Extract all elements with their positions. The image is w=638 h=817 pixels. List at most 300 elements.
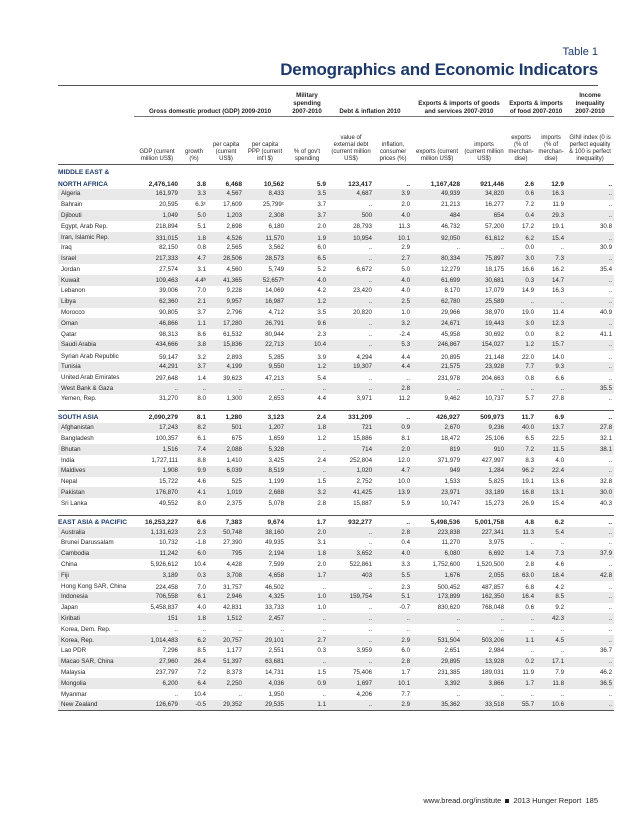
table-cell: 10,747 — [441, 499, 461, 507]
country-name: Jordan — [61, 265, 80, 273]
table-cell: 24,671 — [412, 318, 462, 329]
table-cell: 19.0 — [521, 309, 535, 317]
table-cell: .. — [566, 232, 614, 243]
table-row — [58, 667, 614, 678]
table-cell: 1,752,600 — [432, 560, 461, 568]
table-cell: .. — [368, 584, 373, 592]
table-cell: 371,979 — [437, 456, 461, 464]
table-cell: 27,390 — [223, 539, 242, 547]
table-cell: 2,565 — [226, 244, 242, 252]
table-cell: 5.9 — [401, 499, 411, 507]
region-value: .. — [406, 180, 411, 188]
table-cell: 2,893 — [226, 353, 242, 361]
table-cell: 14.9 — [521, 287, 535, 295]
table-cell: 9.9 — [180, 466, 208, 477]
table-cell: 159,754 — [328, 592, 374, 603]
table-cell: 52,657ᵇ — [244, 275, 286, 286]
table-cell: 34,820 — [462, 189, 506, 200]
table-row — [58, 498, 614, 509]
table-cell: .. — [328, 700, 374, 711]
region-name: SOUTH ASIA — [58, 411, 134, 423]
table-cell: 39,006 — [159, 287, 178, 295]
table-cell: .. — [456, 625, 461, 633]
table-cell: 714 — [328, 444, 374, 455]
table-cell: 162,350 — [462, 592, 506, 603]
table-cell: 6.8 — [525, 584, 535, 592]
table-cell: 1,284 — [462, 466, 506, 477]
table-body — [58, 165, 614, 711]
table-cell: 90,805 — [159, 309, 178, 317]
table-cell: 721 — [328, 423, 374, 434]
table-cell: 25,589 — [462, 297, 506, 308]
country-name: Sri Lanka — [61, 499, 88, 507]
table-cell: 16.4 — [506, 592, 536, 603]
table-cell: 19,307 — [328, 362, 374, 373]
table-row — [58, 254, 614, 265]
region-name: EAST ASIA & PACIFIC — [58, 515, 134, 527]
table-cell: 2,688 — [244, 487, 286, 498]
table-cell: 0.8 — [525, 375, 535, 383]
table-cell: 2,984 — [488, 647, 505, 655]
table-cell: 40.9 — [599, 309, 613, 317]
table-cell: 6,200 — [134, 678, 180, 689]
table-cell: 910 — [462, 444, 506, 455]
table-cell: 7,296 — [162, 647, 178, 655]
table-row — [58, 689, 614, 700]
table-cell: 0.4 — [506, 210, 536, 221]
table-cell: 2.1 — [180, 297, 208, 308]
country-name: New Zealand — [58, 700, 134, 711]
table-cell: .. — [412, 613, 462, 624]
table-cell: 8,170 — [444, 287, 461, 295]
table-cell: 2.0 — [401, 201, 411, 209]
column-header: imports (% of merchan- dise) — [536, 117, 566, 165]
table-cell: .. — [608, 353, 613, 361]
table-row — [58, 210, 614, 221]
table-cell: 29,352 — [208, 700, 244, 711]
table-cell: 2,698 — [226, 222, 242, 230]
table-cell: .. — [560, 690, 565, 698]
table-cell: 795 — [208, 549, 244, 560]
table-cell: 1,207 — [244, 423, 286, 434]
table-cell: 2,796 — [226, 309, 242, 317]
table-cell: 4.0 — [286, 275, 328, 286]
table-row — [58, 286, 614, 297]
table-cell: 41,365 — [208, 275, 244, 286]
table-cell: .. — [328, 657, 374, 668]
table-cell: 26.9 — [521, 499, 535, 507]
region-value: .. — [374, 411, 412, 423]
table-cell: 10.1 — [374, 678, 412, 689]
table-cell: 5,825 — [488, 478, 505, 486]
region-value: 4.8 — [506, 515, 536, 527]
table-cell: 30.9 — [599, 244, 613, 252]
table-cell: 98,313 — [159, 330, 178, 338]
table-cell: -2.4 — [399, 330, 411, 338]
table-cell: .. — [566, 254, 614, 265]
table-cell: 26.4 — [180, 657, 208, 668]
table-cell: .. — [328, 297, 374, 308]
table-cell: 10.4 — [193, 560, 206, 568]
table-cell: .. — [322, 584, 327, 592]
column-group-header: Debt & inflation 2010 — [328, 92, 412, 117]
table-cell: 47,213 — [265, 375, 285, 383]
table-cell: 18,175 — [485, 265, 505, 273]
region-value: 7,383 — [208, 515, 244, 527]
table-row — [58, 700, 614, 711]
table-cell: 5.5 — [374, 570, 412, 581]
region-total-row — [58, 411, 614, 423]
table-cell: 2.8 — [525, 560, 535, 568]
region-value: 2,476,140 — [148, 180, 178, 188]
region-value: .. — [608, 180, 613, 188]
table-cell: 2,250 — [208, 678, 244, 689]
table-cell: 61,699 — [412, 275, 462, 286]
table-cell: 20,595 — [159, 201, 178, 209]
table-cell: 14,731 — [265, 668, 285, 676]
table-cell: 27,960 — [134, 657, 180, 668]
table-cell: 41,425 — [328, 487, 374, 498]
indicators-table — [58, 92, 614, 711]
table-cell: 5.0 — [401, 265, 411, 273]
table-row — [58, 559, 614, 570]
table-cell: 12,279 — [441, 265, 461, 273]
table-cell: 7.3 — [536, 254, 566, 265]
table-cell: 830,620 — [437, 604, 461, 612]
table-cell: .. — [328, 254, 374, 265]
table-cell: 46.2 — [599, 668, 613, 676]
table-cell: 37.9 — [566, 549, 614, 560]
table-cell: 1.7 — [401, 668, 411, 676]
table-cell: 5,285 — [268, 353, 285, 361]
table-cell: 3,562 — [268, 244, 285, 252]
region-value: 1.7 — [286, 515, 328, 527]
table-cell: .. — [328, 340, 374, 351]
table-cell: 3.8 — [180, 340, 208, 351]
table-cell: 3.2 — [374, 318, 412, 329]
table-cell: .. — [608, 375, 613, 383]
table-cell: 63,681 — [244, 657, 286, 668]
table-cell: 2,752 — [356, 478, 373, 486]
table-cell: 4,428 — [226, 560, 242, 568]
table-cell: 1.0 — [317, 604, 327, 612]
table-row — [58, 394, 614, 405]
country-name: Kiribati — [58, 613, 134, 624]
table-cell: .. — [500, 244, 505, 252]
table-cell: 7.9 — [555, 668, 565, 676]
table-cell: 7.0 — [197, 584, 206, 592]
table-cell: 2,653 — [268, 395, 285, 403]
table-cell: 7.2 — [525, 201, 535, 209]
table-cell: 22.4 — [536, 466, 566, 477]
column-group-header: Gross domestic product (GDP) 2009-2010 — [134, 92, 286, 117]
region-value: 6.6 — [180, 515, 208, 527]
table-cell: 44,291 — [134, 362, 180, 373]
table-cell: 18,472 — [441, 435, 461, 442]
table-row — [58, 570, 614, 581]
table-cell: 1,014,483 — [134, 635, 180, 646]
table-row — [58, 318, 614, 329]
country-name: Libya — [58, 297, 134, 308]
table-cell: 27.8 — [551, 395, 565, 403]
table-cell: 9.3 — [536, 362, 566, 373]
table-cell: 0.6 — [525, 604, 535, 612]
table-cell: 434,666 — [134, 340, 180, 351]
table-cell: 525 — [231, 478, 242, 486]
country-name: Bahrain — [61, 201, 83, 209]
table-cell: 6.1 — [197, 435, 206, 442]
table-cell: 82,150 — [159, 244, 178, 252]
table-cell: 6.5 — [525, 435, 535, 442]
table-cell: 2.8 — [374, 657, 412, 668]
table-cell: 4.0 — [401, 287, 411, 295]
table-cell: .. — [566, 527, 614, 538]
column-header: exports (% of merchan- dise) — [506, 117, 536, 165]
table-cell: 8.5 — [197, 647, 206, 655]
table-cell: 6.1 — [180, 592, 208, 603]
table-cell: 501 — [208, 423, 244, 434]
table-cell: 2,088 — [208, 444, 244, 455]
table-cell: 0.6 — [506, 189, 536, 200]
column-header: inflation, consumer prices (%) — [374, 117, 412, 165]
table-cell: 252,804 — [349, 456, 373, 464]
table-cell: 7.3 — [536, 549, 566, 560]
table-cell: 80,334 — [412, 254, 462, 265]
table-cell: 4.6 — [555, 560, 565, 568]
table-cell: 2.9 — [401, 244, 411, 252]
table-cell: 8,433 — [244, 189, 286, 200]
table-cell: 6.2 — [180, 635, 208, 646]
table-cell: 768,048 — [481, 604, 505, 612]
table-cell: 3.0 — [506, 318, 536, 329]
table-cell: 1,131,623 — [134, 527, 180, 538]
table-cell: 1.1 — [286, 700, 328, 711]
table-cell: 0.3 — [317, 647, 327, 655]
table-cell: 6.4 — [180, 678, 208, 689]
table-cell: 0.3 — [180, 570, 208, 581]
country-name: Kuwait — [58, 275, 134, 286]
page-title: Demographics and Economic Indicators — [280, 60, 598, 79]
country-name: Macao SAR, China — [58, 657, 134, 668]
table-cell: .. — [566, 362, 614, 373]
table-cell: 10.4 — [286, 340, 328, 351]
footer-url[interactable]: www.bread.org/institute — [423, 796, 502, 805]
table-cell: 217,333 — [134, 254, 180, 265]
table-cell: 8.3 — [525, 456, 535, 464]
table-cell: 10.0 — [397, 478, 411, 486]
table-cell: 6.2 — [506, 232, 536, 243]
country-name: Lao PDR — [61, 647, 87, 655]
table-cell: 21,575 — [412, 362, 462, 373]
table-cell: 2.0 — [374, 444, 412, 455]
table-cell: .. — [280, 625, 285, 633]
table-cell: 403 — [328, 570, 374, 581]
table-cell: 80,944 — [265, 330, 285, 338]
table-cell: 38,160 — [244, 527, 286, 538]
table-row — [58, 592, 614, 603]
table-cell: 23,928 — [462, 362, 506, 373]
table-cell: 1.5 — [317, 668, 327, 676]
table-cell: 3,652 — [328, 549, 374, 560]
table-cell: .. — [322, 625, 327, 633]
table-cell: 22.0 — [521, 353, 535, 361]
table-cell: 7.4 — [180, 444, 208, 455]
table-cell: .. — [560, 539, 565, 547]
table-cell: 13,928 — [462, 657, 506, 668]
table-cell: 1.2 — [286, 362, 328, 373]
table-cell: 4.7 — [374, 466, 412, 477]
table-cell: 20,895 — [441, 353, 461, 361]
table-cell: 17,280 — [208, 318, 244, 329]
table-cell: 13.1 — [536, 487, 566, 498]
table-cell: 4,712 — [268, 309, 285, 317]
table-cell: 4.4 — [401, 353, 411, 361]
table-cell: 9.6 — [286, 318, 328, 329]
table-cell: 96.2 — [506, 466, 536, 477]
table-cell: 6,080 — [412, 549, 462, 560]
table-cell: 1,676 — [412, 570, 462, 581]
country-name: Indonesia — [58, 592, 134, 603]
table-row — [58, 372, 614, 383]
table-cell: 3,866 — [462, 678, 506, 689]
table-cell: 500,452 — [437, 584, 461, 592]
table-cell: 1.5 — [317, 478, 327, 486]
table-cell: 41.1 — [599, 330, 613, 338]
table-cell: 6.5 — [286, 254, 328, 265]
table-cell: 30,681 — [462, 275, 506, 286]
table-cell: .. — [566, 275, 614, 286]
table-number-label: Table 1 — [562, 46, 598, 58]
table-cell: 8.6 — [197, 330, 206, 338]
table-cell: .. — [286, 383, 328, 394]
table-cell: 13.7 — [536, 423, 566, 434]
table-cell: 26,791 — [244, 318, 286, 329]
table-cell: 3.5 — [317, 309, 327, 317]
table-cell: 28,506 — [208, 254, 244, 265]
column-group-header: Military spending 2007-2010 — [286, 92, 328, 117]
table-cell: 46,732 — [441, 222, 461, 230]
table-cell: 1,533 — [444, 478, 461, 486]
table-cell: 5,078 — [268, 499, 285, 507]
table-cell: 15.4 — [551, 499, 565, 507]
table-cell: 0.4 — [401, 539, 411, 547]
region-value: 5.9 — [316, 180, 327, 188]
table-cell: 2.9 — [374, 635, 412, 646]
table-cell: 2.8 — [374, 527, 412, 538]
table-cell: 29,966 — [441, 309, 461, 317]
table-cell: .. — [608, 584, 613, 592]
table-cell: .. — [560, 625, 565, 633]
table-cell: 22,713 — [244, 340, 286, 351]
table-cell: 3.1 — [197, 265, 206, 273]
table-cell: 654 — [462, 210, 506, 221]
column-group-header-row — [58, 92, 614, 117]
table-cell: 17,609 — [223, 201, 242, 209]
table-cell: 42,831 — [223, 604, 242, 612]
table-cell: 3,708 — [208, 570, 244, 581]
table-cell: 40.0 — [506, 423, 536, 434]
column-header: per capita PPP (current int'l $) — [244, 117, 286, 165]
country-name: Djibouti — [58, 210, 134, 221]
region-value: 2.4 — [286, 411, 328, 423]
table-cell: .. — [322, 690, 327, 698]
table-cell: 2,651 — [444, 647, 461, 655]
column-group-header: Exports & imports of goods and services 2007-2010 — [412, 92, 506, 117]
table-cell: 4,658 — [244, 570, 286, 581]
region-name: MIDDLE EAST & — [58, 165, 134, 177]
table-row — [58, 232, 614, 243]
country-name: India — [61, 456, 75, 464]
table-cell: 176,870 — [134, 487, 180, 498]
table-cell: 38,970 — [485, 309, 505, 317]
table-cell: 189,031 — [481, 668, 505, 676]
table-row — [58, 657, 614, 668]
table-cell: 3,975 — [488, 539, 505, 547]
table-cell: 16.6 — [521, 265, 535, 273]
table-cell: 16.3 — [551, 287, 565, 295]
table-cell: 15,836 — [208, 340, 244, 351]
table-cell: 3.1 — [317, 539, 327, 547]
table-row — [58, 487, 614, 498]
table-cell: 3.7 — [317, 201, 327, 209]
table-cell: 1.0 — [286, 592, 328, 603]
region-value: 932,277 — [328, 515, 374, 527]
table-cell: 10.6 — [536, 700, 566, 711]
table-cell: 5,926,612 — [150, 560, 178, 568]
table-cell: 675 — [231, 435, 242, 442]
table-cell: .. — [608, 560, 613, 568]
table-cell: 22.5 — [551, 435, 565, 442]
region-value: 16,253,227 — [134, 515, 180, 527]
country-name: Egypt, Arab Rep. — [61, 222, 108, 230]
table-cell: 151 — [134, 613, 180, 624]
table-cell: 15,886 — [353, 435, 373, 442]
table-cell: .. — [238, 690, 242, 698]
table-cell: .. — [530, 539, 535, 547]
table-cell: .. — [368, 625, 373, 633]
table-cell: 4,036 — [244, 678, 286, 689]
table-cell: 1.1 — [180, 318, 208, 329]
table-cell: 18.4 — [536, 570, 566, 581]
country-name: Maldives — [58, 466, 134, 477]
table-cell: 11.3 — [506, 527, 536, 538]
table-cell: 1,950 — [268, 690, 285, 698]
region-value: 426,927 — [412, 411, 462, 423]
table-cell: .. — [406, 375, 411, 383]
table-cell: 13.9 — [374, 487, 412, 498]
table-cell: 4.2 — [317, 287, 327, 295]
table-cell: 11,242 — [134, 549, 180, 560]
table-cell: 2,551 — [268, 647, 285, 655]
table-cell: 62,360 — [134, 297, 180, 308]
table-cell: 522,861 — [349, 560, 373, 568]
table-cell: .. — [412, 383, 462, 394]
region-name: NORTH AFRICA — [58, 180, 108, 188]
table-cell: 1.8 — [286, 423, 328, 434]
table-cell: .. — [328, 613, 374, 624]
table-cell: 4,199 — [208, 362, 244, 373]
region-value: 331,209 — [328, 411, 374, 423]
table-cell: 7,599 — [268, 560, 285, 568]
table-cell: 19,443 — [462, 318, 506, 329]
country-name: Morocco — [61, 309, 85, 317]
table-cell: 5.3 — [374, 340, 412, 351]
table-cell: 8.2 — [555, 330, 565, 338]
table-cell: 949 — [412, 466, 462, 477]
table-cell: 29,535 — [244, 700, 286, 711]
table-cell: 1,300 — [226, 395, 242, 403]
table-cell: 10,954 — [328, 232, 374, 243]
